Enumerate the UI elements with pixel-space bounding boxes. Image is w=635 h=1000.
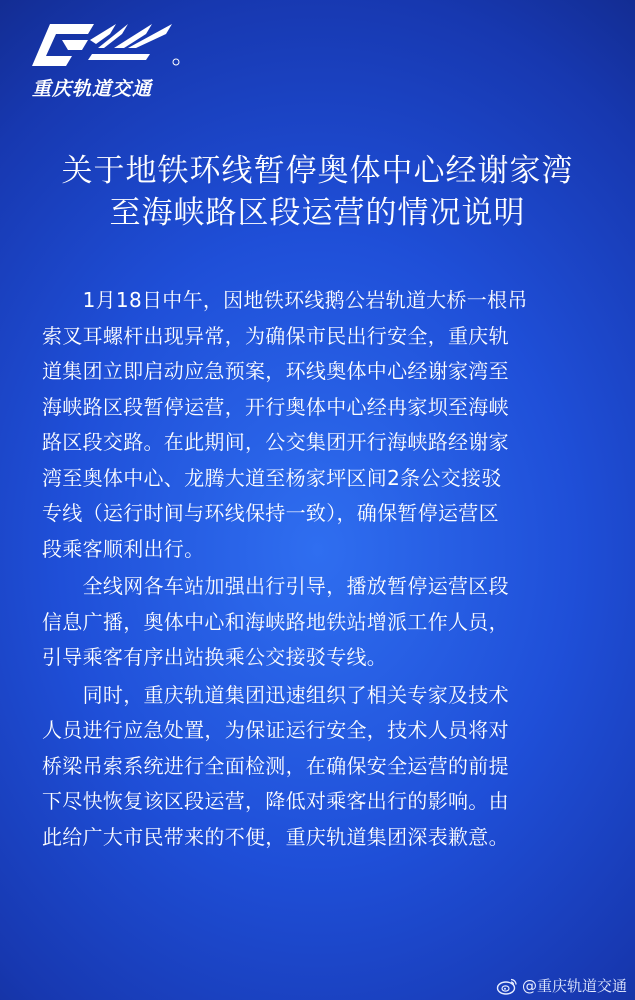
paragraph-line: 同时，重庆轨道集团迅速组织了相关专家及技术 xyxy=(42,682,509,707)
paragraph-line: 海峡路区段暂停运营，开行奥体中心经冉家坝至海峡 xyxy=(42,394,509,419)
title-line-1: 关于地铁环线暂停奥体中心经谢家湾 xyxy=(61,153,574,189)
paragraph-line: 湾至奥体中心、龙腾大道至杨家坪区间2条公交接驳 xyxy=(42,465,502,490)
logo-text: 重庆轨道交通 xyxy=(32,78,153,100)
paragraph-line: 人员进行应急处置，为保证运行安全，技术人员将对 xyxy=(42,718,509,742)
paragraph-line: 1月18日中午，因地铁环线鹅公岩轨道大桥一根吊 xyxy=(42,288,528,312)
page-title xyxy=(0,150,635,234)
paragraph-line: 专线（运行时间与环线保持一致），确保暂停运营区 xyxy=(42,501,499,525)
paragraph-line: 此给广大市民带来的不便，重庆轨道集团深表歉意。 xyxy=(42,824,509,849)
weibo-watermark xyxy=(496,975,627,996)
title-line-2: 至海峡路区段运营的情况说明 xyxy=(109,195,526,231)
paragraph-line: 索叉耳螺杆出现异常，为确保市民出行安全，重庆轨 xyxy=(42,323,509,348)
paragraph-3 xyxy=(42,678,598,856)
paragraph-line: 引导乘客有序出站换乘公交接驳专线。 xyxy=(42,645,388,669)
crt-logo-icon xyxy=(32,20,182,70)
paragraph-line: 信息广播，奥体中心和海峡路地铁站增派工作人员， xyxy=(42,609,509,634)
paragraph-1 xyxy=(42,283,598,567)
paragraph-line: 桥梁吊索系统进行全面检测，在确保安全运营的前提 xyxy=(42,753,509,778)
paragraph-2 xyxy=(42,569,598,676)
weibo-handle: @重庆轨道交通 xyxy=(521,977,627,995)
paragraph-line: 路区段交路。在此期间，公交集团开行海峡路经谢家 xyxy=(42,430,509,454)
paragraph-line: 段乘客顺利出行。 xyxy=(42,536,205,561)
logo xyxy=(32,20,182,100)
weibo-icon xyxy=(496,977,518,995)
paragraph-line: 全线网各车站加强出行引导，播放暂停运营区段 xyxy=(42,574,509,598)
paragraph-line: 道集团立即启动应急预案，环线奥体中心经谢家湾至 xyxy=(42,359,509,383)
statement-body xyxy=(42,283,598,855)
paragraph-line: 下尽快恢复该区段运营，降低对乘客出行的影响。由 xyxy=(42,789,509,813)
